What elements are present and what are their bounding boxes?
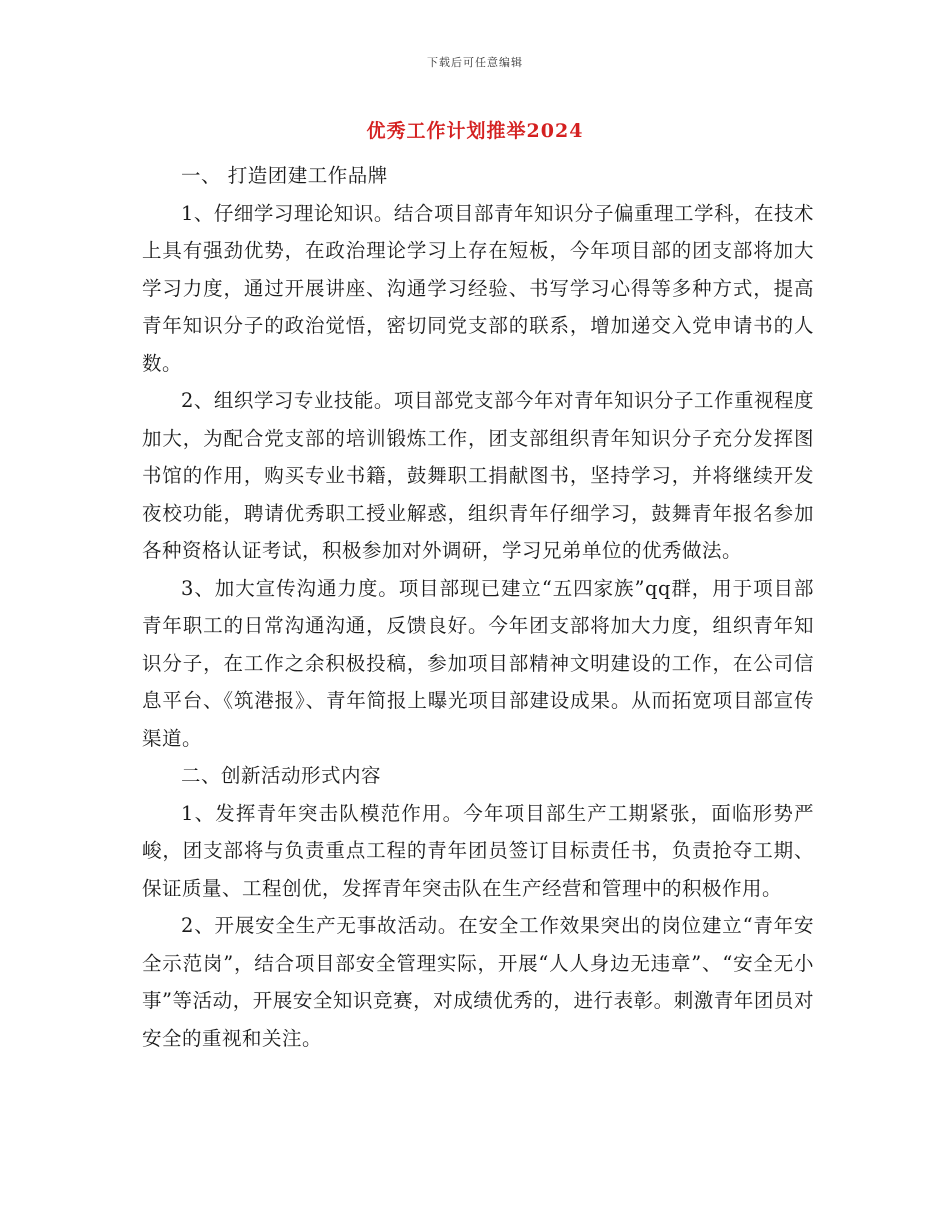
section-1-paragraph-2: 2、组织学习专业技能。项目部党支部今年对青年知识分子工作重视程度加大，为配合党支部的培训锻炼工作，团支部组织青年知识分子充分发挥图书馆的作用，购买专业书籍，鼓舞职工捐献图书，坚持学习，并将继续开发夜校功能，聘请优秀职工授业解惑，组织青年仔细学习，鼓舞青年报名参加各种资格认证考试，积极参加对外调研，学习兄弟单位的优秀做法。	[142, 389, 814, 562]
section-1-paragraph-3: 3、加大宣传沟通力度。项目部现已建立“五四家族”qq群，用于项目部青年职工的日常沟通沟通，反馈良好。今年团支部将加大力度，组织青年知识分子，在工作之余积极投稿，参加项目部精神文明建设的工作，在公司信息平台、《筑港报》、青年简报上曝光项目部建设成果。从而拓宽项目部宣传渠道。	[142, 576, 814, 750]
section-2-paragraph-1: 1、发挥青年突击队模范作用。今年项目部生产工期紧张，面临形势严峻，团支部将与负责重点工程的青年团员签订目标责任书，负责抢夺工期、保证质量、工程创优，发挥青年突击队在生产经营和管理中的积极作用。	[142, 801, 814, 900]
section-2-heading: 二、创新活动形式内容	[181, 764, 382, 787]
page-header-note: 下载后可任意编辑	[427, 56, 523, 69]
section-1-heading: 一、 打造团建工作品牌	[181, 164, 388, 187]
document-body	[142, 157, 814, 1057]
document-title: 优秀工作计划推举2024	[366, 120, 584, 142]
section-2-paragraph-2: 2、开展安全生产无事故活动。在安全工作效果突出的岗位建立“青年安全示范岗”，结合项目部安全管理实际，开展“人人身边无违章”、“安全无小事”等活动，开展安全知识竞赛，对成绩优秀的，进行表彰。刺激青年团员对安全的重视和关注。	[142, 914, 814, 1050]
section-1-paragraph-1: 1、仔细学习理论知识。结合项目部青年知识分子偏重理工学科，在技术上具有强劲优势，在政治理论学习上存在短板，今年项目部的团支部将加大学习力度，通过开展讲座、沟通学习经验、书写学习心得等多种方式，提高青年知识分子的政治觉悟，密切同党支部的联系，增加递交入党申请书的人数。	[142, 201, 814, 375]
